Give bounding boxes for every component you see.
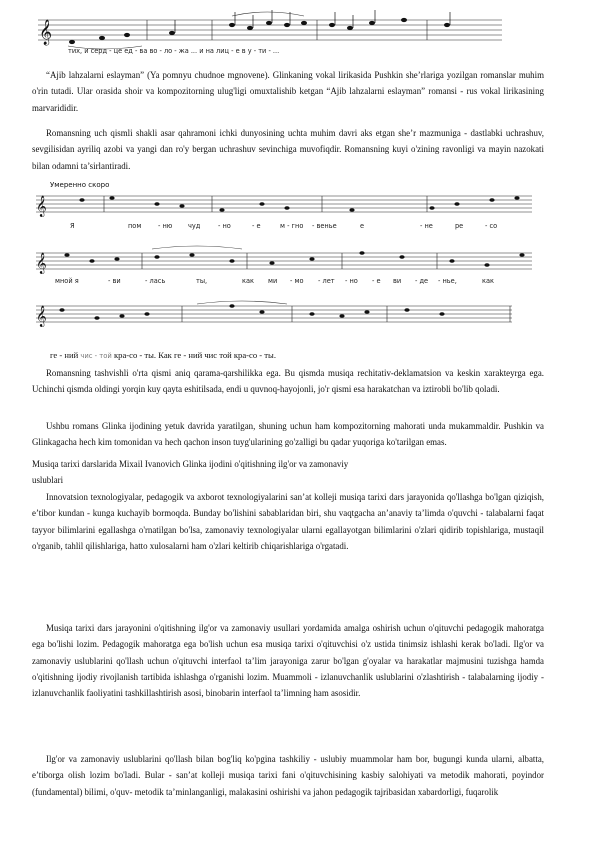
lyric-syllable: - лась: [145, 277, 166, 285]
lyric-syllable: - е: [372, 277, 381, 285]
lyric-syllable: мной я: [55, 277, 79, 285]
staff-4-lyrics: [50, 350, 276, 360]
lyric-syllable: чуд: [188, 222, 201, 230]
paragraph-4: Ushbu romans Glinka ijodining yetuk davrida yaratilgan, shuning uchun ham kompozitorning mahorati unda mukammaldir. Pushkin va Glinkagacha hech kim tomonidan va hech qachon inson tuyg'ularining go'zalligi bu qadar yuqoriga ko'tarilgan emas.: [32, 421, 544, 448]
lyric-gray-word: чис - той: [80, 352, 112, 360]
section-heading-line-2: uslublari: [32, 475, 64, 485]
lyric-syllable: - де: [415, 277, 429, 285]
treble-clef-icon: 𝄞: [39, 20, 53, 45]
lyric-syllable: - ви: [108, 277, 121, 285]
paragraph-5: Innovatsion texnologiyalar, pedagogik va axborot texnologiyalarini san’at kolleji musiqa tarixi dars jarayonida qo'llashga bo'lgan qiziqish, e’tibor kundan - kunga kuchayib bormoqda. Bunday bo'lishini sabablaridan biri, shu vaqtgacha an’anaviy ta’limda o'quvchi - talabalarni faqat tayyor bilimlarini egallashga o'rnatilgan bo'lsa, zamonaviy texnologiyalar ularni egallayotgan bilimlarini o'zlari qidirib topishlariga, mustaqil o'rganib, tahlil qilishlariga, hatto xulosalarni ham o'zlari keltirib chiqarishlariga o'rgatadi.: [32, 492, 544, 551]
section-heading-line-1: Musiqa tarixi darslarida Mixail Ivanovich Glinka ijodini o'qitishning ilg'or va zamonaviy: [32, 459, 349, 469]
lyric-syllable: ты,: [196, 277, 208, 285]
paragraph-7: Ilg'or va zamonaviy uslublarini qo'llash bilan bog'liq ko'pgina tashkiliy - uslubiy muammolar ham bor, bugungi kunda ularni, albatta, e’tiborga olish lozim bo'ladi. Bular - san’at kolleji musiqa tarixi fani o'qituvchisining kasbiy salohiyati va metodik mahorati, poyindor (fundamental) bilimi, o'quv- metodik ta’minlanganligi, malakasini oshirishi va jahon pedagogik tajribasidan xabardorligi, fuqarolik: [32, 754, 544, 797]
lyric-rest: кра-со - ты. Как ге - ний чис той кра-со - ты.: [113, 350, 276, 360]
paragraph-3: Romansning tashvishli o'rta qismi aniq qarama-qarshilikka ega. Bu qismda musiqa rechitativ-deklamatsion va keskin xarakteyrga ega. Uchinchi qismda oldingi yorqin kuy qayta eshitilsada, endi u quvnoq-hayojonli, jo'r qismi esa harakatchan va iztirobli bo'lib qoladi.: [32, 368, 544, 395]
paragraph-1: “Ajib lahzalarni eslayman” (Ya pomnyu chudnoe mgnovene). Glinkaning vokal lirikasida Pushkin she’rlariga yozilgan romanslar muhim o'rin tutadi. Ular orasida shoir va kompozitorning ulug'ligi omuxtalishib ketgan “Ajib lahzalarni eslayman” romansi - rus vokal lirikasining marvarididir.: [32, 70, 544, 113]
tempo-marking: Умеренно скоро: [50, 181, 110, 189]
lyric-syllable: ми: [268, 277, 278, 285]
treble-clef-icon: 𝄞: [36, 253, 47, 274]
lyric-syllable: - не: [420, 222, 433, 230]
staff-3-notation: [32, 243, 562, 277]
lyric-syllable: м - гно: [280, 222, 304, 230]
lyric-syllable: - нье,: [438, 277, 457, 285]
lyric-syllable: как: [482, 277, 495, 285]
lyric-syllable: е: [360, 222, 365, 230]
lyric-syllable: - мо: [290, 277, 304, 285]
lyric-syllable: - ню: [158, 222, 173, 230]
staff-2-notation: [32, 190, 562, 222]
lyric-syllable: пом: [128, 222, 142, 230]
paragraph-6: Musiqa tarixi dars jarayonini o'qitishning ilg'or va zamonaviy usullari yordamida amalga oshirish uchun o'qituvchi pedagogik mahoratga ega bo'lishi lozim. Pedagogik mahoratga ega bo'lish uchun esa musiqa tarixi o'qituvchisi o'z ustida tinimsiz ishlashi kerak bo'ladi. Ilg'or va zamonaviy uslublarini qo'llash uchun o'qituvchi interfaol ta’lim jarayoniga zarur bo'lgan g'oyalar va harakatlar majmusini tuzishga hamda o'qitishning ijodiy rivojlanish tartibida ishlashga o'rganishi lozim. Muammoli - izlanuvchanlik uslublarini o'zlashtirish - talabalarning ijodiy - izlanuvchanlik faoliyatini tashkillashtirish asosi, binobarin interfaol ta’limning ham asosidir.: [32, 623, 544, 699]
staff-1-lyrics: тих, и серд - це ед - ва во - ло - жа ... и на лиц - е в у - ти - ...: [68, 47, 280, 55]
treble-clef-icon: 𝄞: [36, 306, 47, 327]
lyric-syllable: ви: [393, 277, 402, 285]
lyric-syllable: - но: [218, 222, 231, 230]
lyric-syllable: - со: [485, 222, 498, 230]
music-staff-3: [32, 243, 562, 277]
lyric-syllable: - е: [252, 222, 261, 230]
treble-clef-icon: 𝄞: [36, 196, 47, 217]
lyric-syllable: Я: [70, 222, 75, 230]
lyric-syllable: ре: [455, 222, 464, 230]
lyric-prefix: ге - ний: [50, 350, 79, 360]
lyric-syllable: как: [242, 277, 255, 285]
music-staff-4: [32, 296, 562, 332]
lyric-syllable: - лет: [318, 277, 335, 285]
music-staff-2: [32, 190, 562, 222]
paragraph-2: Romansning uch qismli shakli asar qahramoni ichki dunyosining uchta muhim davri aks etgan she’r mazmuniga - dastlabki uchrashuv, sevgilisidan ayriliq azobi va yangi dan ro'y bergan uchrashuv sevinchiga muvofiqdir. Romansning kuyi o'zining ravonligi va mayin nazokati bilan odamni ta’sirlantiradi.: [32, 128, 544, 171]
staff-4-notation: [32, 296, 562, 332]
lyric-syllable: - но: [345, 277, 358, 285]
lyric-syllable: - венье: [312, 222, 337, 230]
